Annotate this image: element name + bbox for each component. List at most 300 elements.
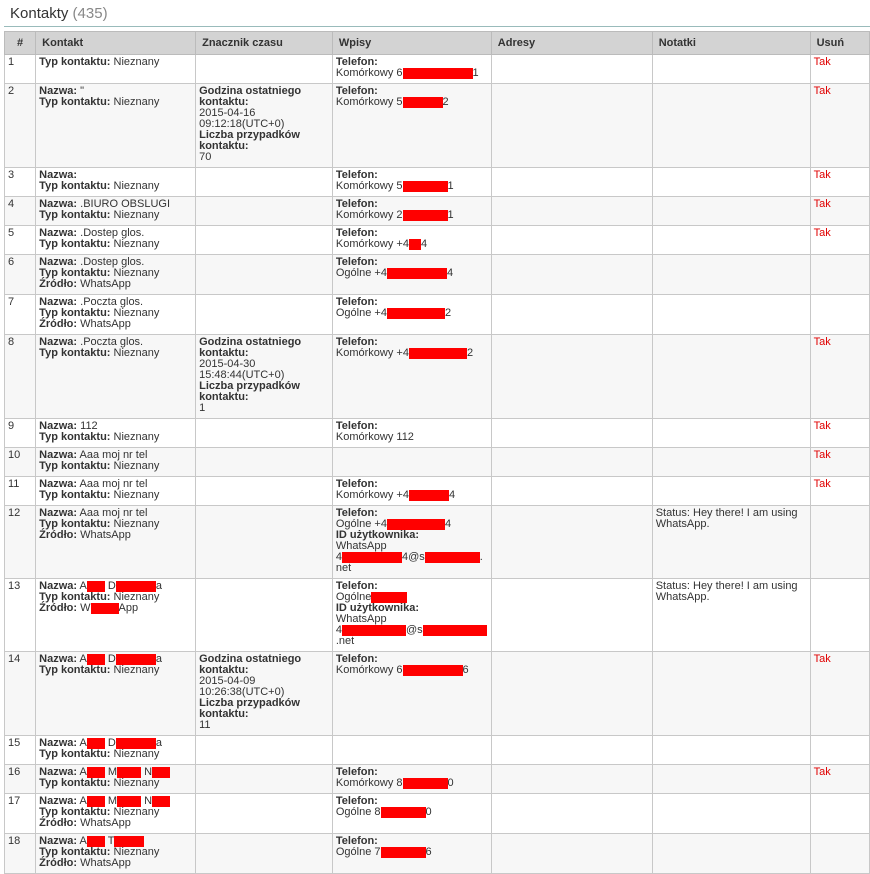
last-contact-value: 2015-04-16 09:12:18(UTC+0): [199, 107, 285, 130]
contact-name-value: A T: [80, 835, 145, 847]
contact-name-label: Nazwa:: [39, 653, 78, 665]
contact-type-label: Typ kontaktu:: [39, 307, 111, 319]
column-header-notes[interactable]: Notatki: [652, 32, 810, 55]
contact-type-label: Typ kontaktu:: [39, 56, 111, 68]
contact-type-value: Nieznany: [113, 846, 160, 858]
contact-type-value: Nieznany: [113, 267, 160, 279]
contact-cell: [36, 834, 196, 874]
contact-type-label: Typ kontaktu:: [39, 748, 111, 760]
row-number: 10: [5, 448, 36, 477]
delete-cell: [810, 765, 869, 794]
contact-source-value: WhatsApp: [80, 318, 131, 330]
entries-cell: [332, 765, 491, 794]
contact-name-label: Nazwa:: [39, 336, 78, 348]
delete-cell: [810, 579, 869, 652]
column-header-number[interactable]: #: [5, 32, 36, 55]
contact-type: [39, 181, 192, 192]
timestamp-cell: [196, 255, 333, 295]
contact-source-label: Źródło:: [39, 857, 78, 869]
delete-cell: [810, 295, 869, 335]
phone-label: Telefon:: [335, 198, 378, 210]
contact-name-label: Nazwa:: [39, 296, 78, 308]
contact-name-value: A M N: [80, 766, 171, 778]
timestamp-cell: [196, 197, 333, 226]
phone-value: Ogólne +4 4: [335, 267, 454, 279]
delete-link[interactable]: Tak: [813, 766, 831, 778]
notes-cell: [652, 84, 810, 168]
contact-name-value: ": [80, 85, 85, 97]
contact-name-label: Nazwa:: [39, 85, 78, 97]
notes-cell: [652, 255, 810, 295]
delete-cell: [810, 477, 869, 506]
addresses-cell: [491, 197, 652, 226]
table-header-row: [5, 32, 870, 55]
delete-link[interactable]: Tak: [813, 169, 831, 181]
contact-source-label: Źródło:: [39, 817, 78, 829]
timestamp-cell: [196, 477, 333, 506]
contact-type-value: Nieznany: [113, 56, 160, 68]
contact-source: [39, 818, 192, 829]
contact-type-label: Typ kontaktu:: [39, 267, 111, 279]
delete-cell: [810, 335, 869, 419]
table-row[interactable]: [5, 448, 870, 477]
contact-type-label: Typ kontaktu:: [39, 431, 111, 443]
phone-value: Komórkowy 5 1: [335, 180, 454, 192]
table-row[interactable]: [5, 84, 870, 168]
delete-cell: [810, 506, 869, 579]
table-row[interactable]: [5, 652, 870, 736]
column-header-delete[interactable]: Usuń: [810, 32, 869, 55]
delete-cell: [810, 226, 869, 255]
notes-cell: Status: Hey there! I am using WhatsApp.: [652, 579, 810, 652]
user-id-redaction: [342, 625, 406, 636]
contact-name-value: A M N: [80, 795, 171, 807]
contact-source-value: WhatsApp: [80, 857, 131, 869]
phone-redaction: [387, 308, 445, 319]
table-row[interactable]: [5, 736, 870, 765]
table-row[interactable]: [5, 477, 870, 506]
phone-redaction: [403, 778, 448, 789]
entries-cell: [332, 84, 491, 168]
delete-cell: [810, 197, 869, 226]
contact-name-label: Nazwa:: [39, 256, 78, 268]
phone-value: Komórkowy 112: [335, 431, 414, 443]
notes-cell: [652, 794, 810, 834]
contact-name-label: Nazwa:: [39, 766, 78, 778]
contact-name-value: Aaa moj nr tel: [79, 478, 148, 490]
contact-type-label: Typ kontaktu:: [39, 460, 111, 472]
contact-name-label: Nazwa:: [39, 795, 78, 807]
addresses-cell: [491, 834, 652, 874]
contact-source-redaction: [91, 603, 119, 614]
column-header-entries[interactable]: Wpisy: [332, 32, 491, 55]
phone-value: Komórkowy +4 4: [335, 238, 428, 250]
entries-cell: [332, 335, 491, 419]
contact-name-value: .Poczta glos.: [80, 336, 144, 348]
phone-value: Komórkowy +4 2: [335, 347, 474, 359]
row-number: 4: [5, 197, 36, 226]
table-row[interactable]: [5, 295, 870, 335]
timestamp-cell: [196, 765, 333, 794]
entries-cell: [332, 255, 491, 295]
contact-source-value: WhatsApp: [80, 817, 131, 829]
contact-name-label: Nazwa:: [39, 449, 78, 461]
row-number: 3: [5, 168, 36, 197]
contact-type-value: Nieznany: [113, 777, 160, 789]
addresses-cell: [491, 448, 652, 477]
page-title: [10, 5, 108, 22]
table-row[interactable]: [5, 55, 870, 84]
phone-label: Telefon:: [335, 296, 378, 308]
contact-name-label: Nazwa:: [39, 478, 78, 490]
phone-value: Komórkowy +4 4: [335, 489, 456, 501]
contact-count-value: 1: [199, 402, 206, 414]
contact-count-label: Liczba przypadków kontaktu:: [199, 129, 300, 152]
addresses-cell: [491, 579, 652, 652]
row-number: 6: [5, 255, 36, 295]
entries-cell: [332, 226, 491, 255]
contact-count-value: 70: [199, 151, 212, 163]
notes-cell: [652, 226, 810, 255]
user-id-redaction: [342, 552, 402, 563]
table-row[interactable]: [5, 335, 870, 419]
contact-type: [39, 57, 192, 68]
contact-source-value: WhatsApp: [80, 529, 131, 541]
table-row[interactable]: [5, 579, 870, 652]
phone-redaction: [381, 847, 426, 858]
contact-type: [39, 348, 192, 359]
contact-type-value: Nieznany: [113, 518, 160, 530]
user-id-value: 4 4@s .net: [335, 551, 483, 574]
contact-type: [39, 239, 192, 250]
contact-count-value: 11: [199, 719, 211, 731]
contact-cell: [36, 197, 196, 226]
phone-value: Ogólne +4 4: [335, 518, 452, 530]
addresses-cell: [491, 226, 652, 255]
user-id-label: ID użytkownika:: [335, 529, 419, 541]
delete-link[interactable]: Tak: [813, 85, 831, 97]
contact-name-value: Aaa moj nr tel: [79, 507, 148, 519]
phone-value: Ogólne +4 2: [335, 307, 452, 319]
contact-name-value: .Dostep glos.: [80, 227, 145, 239]
entries-cell: [332, 834, 491, 874]
timestamp-cell: [196, 736, 333, 765]
contact-source: [39, 603, 192, 614]
notes-cell: [652, 834, 810, 874]
user-id-source: WhatsApp: [335, 613, 387, 625]
entries-cell: [332, 736, 491, 765]
notes-cell: [652, 448, 810, 477]
phone-value: Ogólne 7 6: [335, 846, 432, 858]
table-row[interactable]: [5, 506, 870, 579]
contact-count-badge: (435): [72, 5, 108, 22]
notes-cell: [652, 55, 810, 84]
entries-cell: [332, 579, 491, 652]
contact-type-value: Nieznany: [113, 307, 160, 319]
timestamp-cell: [196, 168, 333, 197]
contacts-table: [4, 31, 870, 874]
table-row[interactable]: [5, 834, 870, 874]
contact-cell: [36, 477, 196, 506]
delete-link[interactable]: Tak: [813, 449, 831, 461]
table-row[interactable]: [5, 794, 870, 834]
delete-link[interactable]: Tak: [813, 198, 831, 210]
entries-cell: [332, 448, 491, 477]
contact-name-label: Nazwa:: [39, 420, 78, 432]
contact-name-label: Nazwa:: [39, 507, 78, 519]
table-row[interactable]: [5, 226, 870, 255]
phone-redaction: [409, 239, 421, 250]
contact-count-label: Liczba przypadków kontaktu:: [199, 697, 300, 720]
row-number: 2: [5, 84, 36, 168]
contact-type: [39, 97, 192, 108]
contact-type: [39, 778, 192, 789]
phone-label: Telefon:: [335, 478, 378, 490]
contact-name-value: A D a: [79, 580, 162, 592]
phone-value: Ogólne: [336, 592, 488, 603]
phone-redaction: [403, 181, 448, 192]
row-number: 17: [5, 794, 36, 834]
contact-cell: [36, 765, 196, 794]
delete-link[interactable]: Tak: [813, 420, 831, 432]
contact-name-value: .Dostep glos.: [80, 256, 145, 268]
addresses-cell: [491, 255, 652, 295]
contact-cell: [36, 506, 196, 579]
addresses-cell: [491, 736, 652, 765]
contact-source-value: WhatsApp: [80, 278, 131, 290]
user-id-source: WhatsApp: [335, 540, 387, 552]
row-number: 16: [5, 765, 36, 794]
timestamp-cell: [196, 295, 333, 335]
addresses-cell: [491, 335, 652, 419]
phone-redaction: [381, 807, 426, 818]
delete-link[interactable]: Tak: [813, 227, 831, 239]
row-number: 8: [5, 335, 36, 419]
table-row[interactable]: [5, 765, 870, 794]
row-number: 7: [5, 295, 36, 335]
addresses-cell: [491, 765, 652, 794]
contact-cell: [36, 55, 196, 84]
delete-cell: [810, 255, 869, 295]
addresses-cell: [491, 168, 652, 197]
contact-type-value: Nieznany: [113, 96, 160, 108]
last-contact-label: Godzina ostatniego kontaktu:: [199, 336, 302, 359]
phone-label: Telefon:: [335, 169, 378, 181]
contact-source: [39, 858, 192, 869]
phone-label: Telefon:: [335, 420, 378, 432]
last-contact-label: Godzina ostatniego kontaktu:: [199, 85, 302, 108]
addresses-cell: [491, 794, 652, 834]
contact-type-label: Typ kontaktu:: [39, 96, 111, 108]
phone-label: Telefon:: [335, 580, 378, 592]
contact-name-label: Nazwa:: [39, 580, 78, 592]
contact-type-label: Typ kontaktu:: [39, 777, 111, 789]
timestamp-cell: [196, 419, 333, 448]
title-divider: [4, 26, 870, 27]
contact-cell: [36, 255, 196, 295]
user-id-redaction: [423, 625, 487, 636]
table-row[interactable]: [5, 197, 870, 226]
entries-cell: [332, 794, 491, 834]
contact-cell: [36, 295, 196, 335]
timestamp-cell: [196, 506, 333, 579]
timestamp-cell: [196, 55, 333, 84]
row-number: 1: [5, 55, 36, 84]
contact-type-label: Typ kontaktu:: [39, 489, 111, 501]
row-number: 15: [5, 736, 36, 765]
addresses-cell: [491, 295, 652, 335]
contact-type-value: Nieznany: [113, 806, 160, 818]
timestamp-cell: [196, 652, 333, 736]
row-number: 5: [5, 226, 36, 255]
contact-type: [39, 210, 192, 221]
row-number: 12: [5, 506, 36, 579]
contact-source-label: Źródło:: [39, 529, 78, 541]
entries-cell: [332, 506, 491, 579]
phone-value: Komórkowy 5 2: [335, 96, 449, 108]
notes-cell: [652, 652, 810, 736]
delete-cell: [810, 736, 869, 765]
timestamp-cell: [196, 794, 333, 834]
phone-label: Telefon:: [335, 766, 378, 778]
contact-cell: [36, 579, 196, 652]
contact-cell: [36, 226, 196, 255]
phone-value: Komórkowy 6 1: [335, 67, 479, 79]
entries-cell: [332, 652, 491, 736]
timestamp-cell: [196, 448, 333, 477]
addresses-cell: [491, 84, 652, 168]
contact-cell: [36, 736, 196, 765]
entries-cell: [332, 295, 491, 335]
delete-link[interactable]: Tak: [813, 336, 831, 348]
contact-cell: [36, 652, 196, 736]
contact-source-label: Źródło:: [39, 278, 78, 290]
contact-type-label: Typ kontaktu:: [39, 209, 111, 221]
notes-cell: [652, 168, 810, 197]
addresses-cell: [491, 55, 652, 84]
table-row[interactable]: [5, 168, 870, 197]
contact-name-value: .Poczta glos.: [80, 296, 144, 308]
entries-cell: [332, 477, 491, 506]
entries-cell: [332, 168, 491, 197]
notes-cell: Status: Hey there! I am using WhatsApp.: [652, 506, 810, 579]
phone-label: Telefon:: [335, 227, 378, 239]
addresses-cell: [491, 652, 652, 736]
contact-name-label: Nazwa:: [39, 198, 78, 210]
addresses-cell: [491, 477, 652, 506]
contact-name-label: Nazwa:: [39, 169, 78, 181]
notes-cell: [652, 197, 810, 226]
phone-label: Telefon:: [335, 56, 378, 68]
contact-cell: [36, 84, 196, 168]
phone-label: Telefon:: [335, 835, 378, 847]
table-row[interactable]: [5, 255, 870, 295]
phone-redaction: [403, 68, 473, 79]
phone-redaction: [409, 348, 467, 359]
contact-type-value: Nieznany: [113, 591, 160, 603]
delete-cell: [810, 652, 869, 736]
row-number: 14: [5, 652, 36, 736]
contact-cell: [36, 168, 196, 197]
column-header-addresses[interactable]: Adresy: [491, 32, 652, 55]
contact-name-label: Nazwa:: [39, 737, 78, 749]
page-title-text: Kontakty: [10, 5, 69, 22]
delete-link[interactable]: Tak: [813, 653, 831, 665]
row-number: 18: [5, 834, 36, 874]
timestamp-cell: [196, 84, 333, 168]
contact-type-value: Nieznany: [113, 180, 160, 192]
contact-type-label: Typ kontaktu:: [39, 518, 111, 530]
timestamp-cell: [196, 226, 333, 255]
notes-cell: [652, 419, 810, 448]
contact-type-label: Typ kontaktu:: [39, 664, 111, 676]
contact-type: [39, 432, 192, 443]
contact-type-label: Typ kontaktu:: [39, 347, 111, 359]
contact-cell: [36, 448, 196, 477]
delete-cell: [810, 84, 869, 168]
contact-type-label: Typ kontaktu:: [39, 806, 111, 818]
contact-type-value: Nieznany: [113, 209, 160, 221]
contact-type-value: Nieznany: [113, 431, 160, 443]
column-header-timestamp[interactable]: Znacznik czasu: [196, 32, 333, 55]
timestamp-cell: [196, 579, 333, 652]
contact-type-value: Nieznany: [113, 238, 160, 250]
contact-name-value: .BIURO OBSLUGI: [80, 198, 170, 210]
phone-redaction: [403, 210, 448, 221]
contact-type-value: Nieznany: [113, 489, 160, 501]
contact-source-label: Źródło:: [39, 318, 78, 330]
contact-type: [39, 490, 192, 501]
phone-redaction: [387, 268, 447, 279]
phone-redaction: [403, 665, 463, 676]
delete-cell: [810, 834, 869, 874]
column-header-contact[interactable]: Kontakt: [36, 32, 196, 55]
delete-link[interactable]: Tak: [813, 478, 831, 490]
delete-cell: [810, 419, 869, 448]
contact-type: [39, 665, 192, 676]
contact-source: [39, 530, 192, 541]
contact-name-value: Aaa moj nr tel: [79, 449, 148, 461]
phone-label: Telefon:: [335, 795, 378, 807]
contact-type: [39, 749, 192, 760]
contact-source: [39, 319, 192, 330]
contact-cell: [36, 335, 196, 419]
delete-cell: [810, 55, 869, 84]
contact-source-value: W App: [80, 602, 139, 614]
phone-label: Telefon:: [335, 336, 378, 348]
notes-cell: [652, 295, 810, 335]
delete-cell: [810, 448, 869, 477]
row-number: 11: [5, 477, 36, 506]
contact-name-label: Nazwa:: [39, 227, 78, 239]
table-row[interactable]: [5, 419, 870, 448]
contact-cell: [36, 419, 196, 448]
contact-type-value: Nieznany: [113, 347, 160, 359]
phone-redaction: [403, 97, 443, 108]
phone-value: Komórkowy 8 0: [335, 777, 454, 789]
phone-value: Komórkowy 6 6: [335, 664, 469, 676]
contact-source: [39, 279, 192, 290]
contact-type-value: Nieznany: [113, 664, 160, 676]
contact-type-label: Typ kontaktu:: [39, 591, 111, 603]
delete-link[interactable]: Tak: [813, 56, 831, 68]
contact-type: [39, 461, 192, 472]
phone-value: Komórkowy 2 1: [335, 209, 454, 221]
contact-name-value: A D a: [79, 737, 162, 749]
last-contact-value: 2015-04-09 10:26:38(UTC+0): [199, 675, 285, 698]
timestamp-cell: [196, 335, 333, 419]
phone-redaction: [409, 490, 449, 501]
